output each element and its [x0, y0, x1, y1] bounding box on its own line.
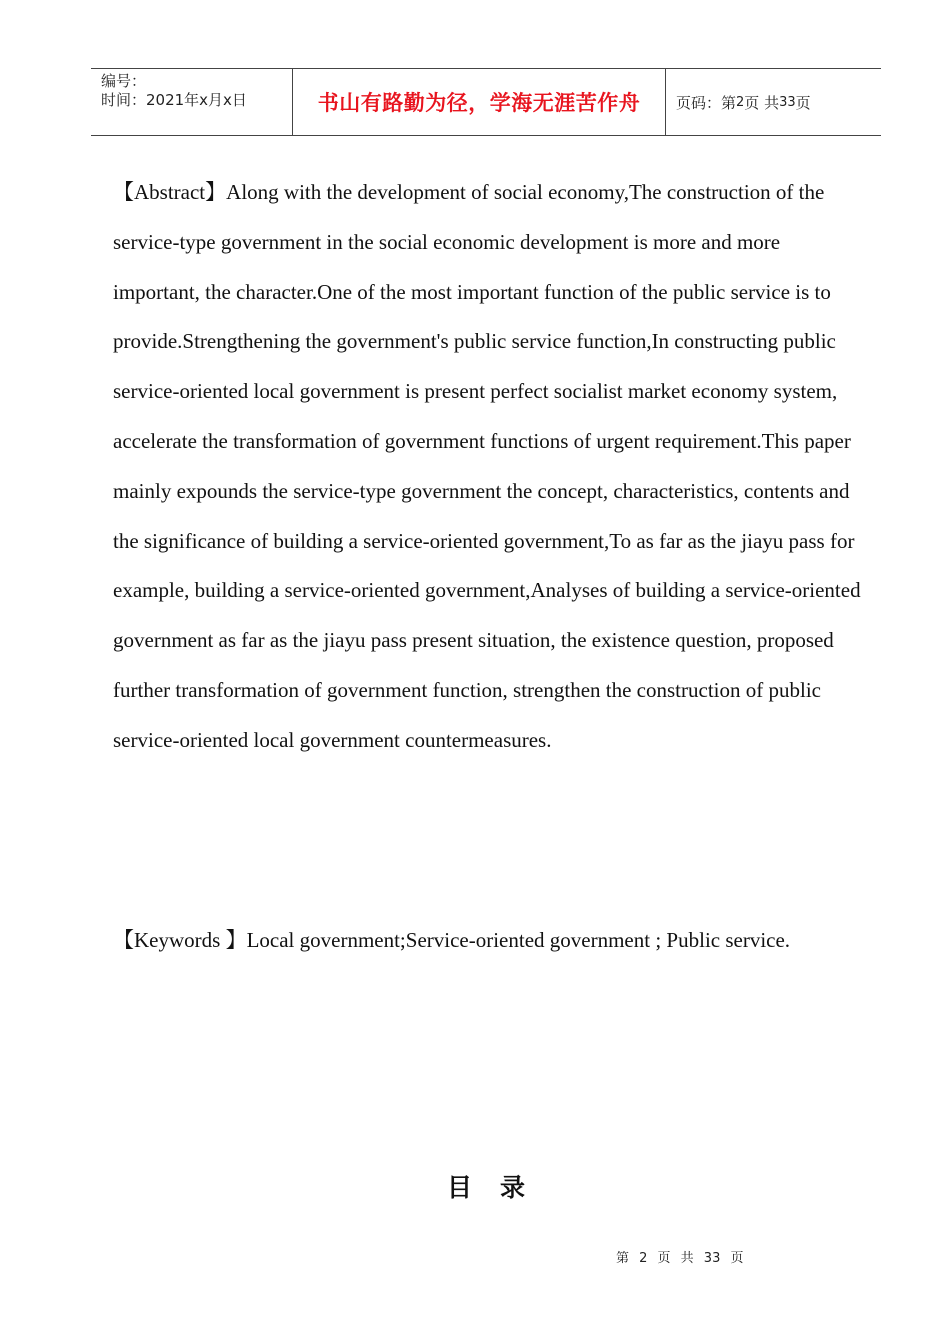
page-footer: 第 2 页 共 33 页 [616, 1251, 744, 1266]
serial-label: 编号： [101, 72, 147, 90]
abstract-paragraph [113, 168, 863, 766]
keywords-paragraph [113, 916, 863, 966]
page-prefix: 页码：第 [676, 93, 737, 112]
page-mid: 页 共 [744, 93, 780, 112]
header-page-number [666, 69, 881, 135]
page-suffix: 页 [795, 93, 811, 112]
toc-heading: 目录 [446, 1173, 553, 1202]
header-motto: 书山有路勤为径，学海无涯苦作舟 [293, 69, 666, 135]
abstract-text: Along with the development of social economy,The construction of the service-type government in the social economic development is more and more important, the character.One of the most important function of the public service is to provide.Strengthening the government's public service function,In constructing public service-oriented local government is present perfect socialist market economy system, accelerate the transformation of government functions of urgent requirement.This paper mainly expounds the service-type government the concept, characteristics, contents and the significance of building a service-oriented government,To as far as the jiayu pass for example, building a service-oriented government,Analyses of building a service-oriented government as far as the jiayu pass present situation, the existence question, proposed further transformation of government function, strengthen the construction of public service-oriented local government countermeasures. [113, 180, 861, 752]
page-total: 33 [779, 94, 796, 110]
time-label: 时间：2021年x月x日 [101, 91, 247, 109]
header-meta [91, 69, 293, 135]
page-header [91, 68, 881, 136]
page-current: 2 [736, 94, 745, 110]
keywords-text: Local government;Service-oriented government ; Public service. [246, 928, 791, 952]
keywords-label: 【Keywords 】 [113, 928, 247, 952]
abstract-label: 【Abstract】 [113, 180, 227, 204]
